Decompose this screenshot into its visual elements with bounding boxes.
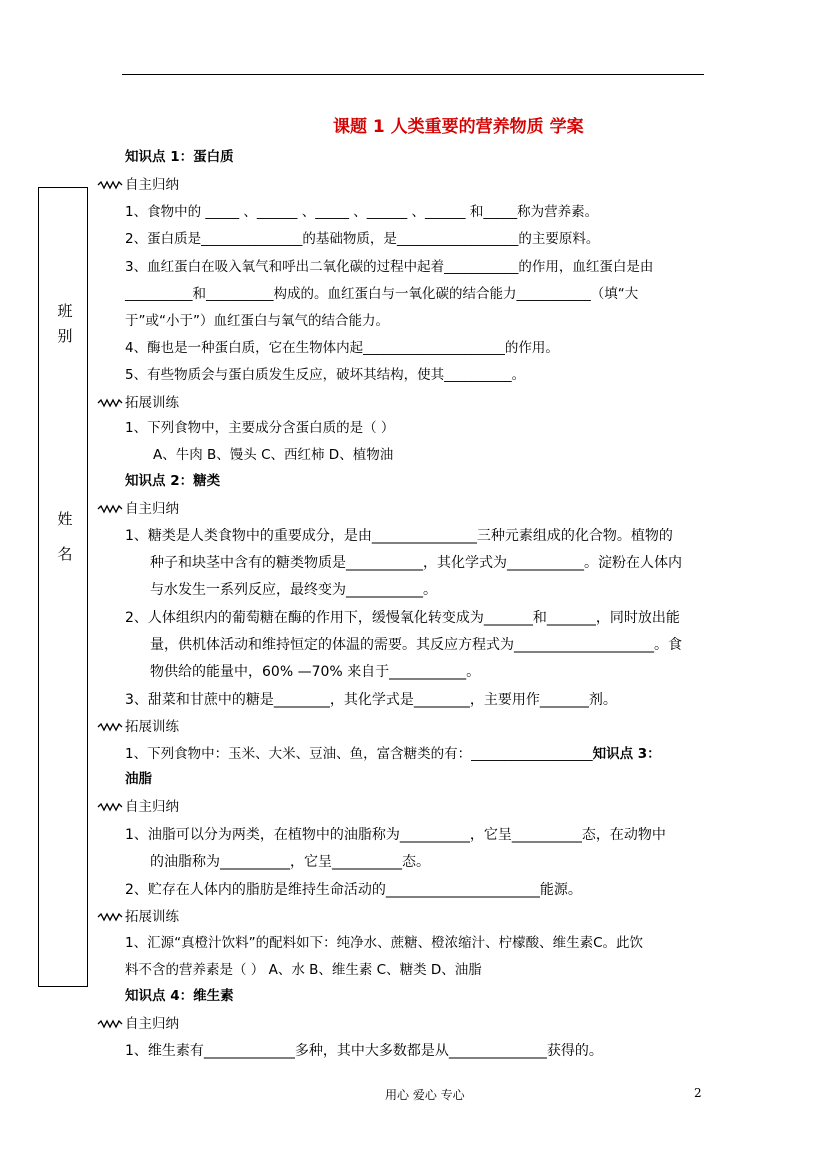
question-line: 1、糖类是人类食物中的重要成分，是由_______________三种元素组成的化合物。植物的: [125, 528, 673, 544]
class-label-1: 班: [57, 302, 73, 320]
footer-motto: 用心 爱心 专心: [385, 1088, 465, 1102]
exercise-line: [125, 745, 661, 763]
question-line: 量，供机体活动和维持恒定的体温的需要。其反应方程式为____________________。食: [150, 637, 682, 653]
question-line: 2、人体组织内的葡萄糖在酶的作用下，缓慢氧化转变成为_______和_______，同时放出能: [125, 610, 680, 626]
question-line: 1、维生素有_____________多种，其中大多数都是从______________获得的。: [125, 1043, 603, 1059]
exercise-line: 1、下列食物中，主要成分含蛋白质的是（ ）: [125, 420, 395, 436]
question-line: 的油脂称为__________，它呈__________态。: [150, 854, 430, 870]
subhead-self-2: [97, 500, 179, 518]
question-line: 种子和块茎中含有的糖类物质是___________，其化学式为___________。淀粉在人体内: [150, 555, 682, 571]
flourish-icon: [97, 180, 123, 190]
question-line: 4、酶也是一种蛋白质，它在生物体内起_____________________的作用。: [125, 340, 559, 356]
page-title: 课题 1 人类重要的营养物质 学案: [333, 117, 584, 137]
subhead-self-4: [97, 1015, 179, 1033]
name-label-2: 名: [57, 545, 73, 563]
question-line: 1、食物中的 _____ 、______ 、_____ 、______ 、______ 和_____称为营养素。: [125, 204, 599, 220]
question-line: 5、有些物质会与蛋白质发生反应，破坏其结构，使其__________。: [125, 367, 526, 383]
subhead-self-3: [97, 798, 179, 816]
section-heading-vitamin: 知识点 4：维生素: [125, 988, 234, 1004]
subhead-label: 自主归纳: [125, 177, 179, 193]
question-line: 1、油脂可以分为两类，在植物中的油脂称为__________，它呈__________态，在动物中: [125, 827, 666, 843]
flourish-icon: [97, 722, 123, 732]
page-number: 2: [694, 1086, 702, 1100]
exercise-line: 料不含的营养素是（ ） A、水 B、维生素 C、糖类 D、油脂: [125, 962, 482, 978]
exercise-options: A、牛肉 B、馒头 C、西红柿 D、植物油: [153, 447, 394, 463]
subhead-ext-3: [97, 908, 179, 926]
question-line: __________和__________构成的。血红蛋白与一氧化碳的结合能力___________（填“大: [125, 286, 639, 302]
section-heading-sugar: 知识点 2：糖类: [125, 473, 221, 489]
question-line: 3、甜菜和甘蔗中的糖是________，其化学式是________，主要用作_______剂。: [125, 692, 617, 708]
flourish-icon: [97, 1019, 123, 1029]
question-line: 2、贮存在人体内的脂肪是维持生命活动的______________________能源。: [125, 882, 582, 898]
subhead-label: 自主归纳: [125, 799, 179, 815]
class-label-2: 别: [57, 327, 73, 345]
section-heading-protein: 知识点 1：蛋白质: [125, 149, 234, 165]
subhead-self-1: [97, 176, 179, 194]
subhead-ext-2: [97, 718, 179, 736]
flourish-icon: [97, 504, 123, 514]
subhead-label: 拓展训练: [125, 719, 179, 735]
subhead-label: 自主归纳: [125, 501, 179, 517]
section-heading-fat-start: 知识点 3：: [592, 746, 661, 762]
flourish-icon: [97, 802, 123, 812]
exercise-line: 1、汇源“真橙汁饮料”的配料如下：纯净水、蔗糖、橙浓缩汁、柠檬酸、维生素C。此饮: [125, 935, 644, 951]
subhead-label: 拓展训练: [125, 909, 179, 925]
subhead-label: 自主归纳: [125, 1016, 179, 1032]
question-line: 3、血红蛋白在吸入氧气和呼出二氧化碳的过程中起着___________的作用，血红蛋白是由: [125, 259, 654, 275]
subhead-label: 拓展训练: [125, 395, 179, 411]
exercise-text: 1、下列食物中：玉米、大米、豆油、鱼，富含糖类的有：__________________: [125, 746, 593, 762]
question-line: 与水发生一系列反应，最终变为___________。: [150, 582, 437, 598]
question-line: 2、蛋白质是_______________的基础物质，是__________________的主要原料。: [125, 231, 600, 247]
subhead-ext-1: [97, 394, 179, 412]
header-rule: [122, 74, 704, 75]
question-line: 物供给的能量中，60% —70% 来自于___________。: [150, 664, 481, 680]
question-line: 于”或“小于”）血红蛋白与氧气的结合能力。: [125, 313, 389, 329]
name-label-1: 姓: [57, 510, 73, 528]
flourish-icon: [97, 912, 123, 922]
flourish-icon: [97, 398, 123, 408]
section-heading-fat: 油脂: [125, 771, 152, 787]
